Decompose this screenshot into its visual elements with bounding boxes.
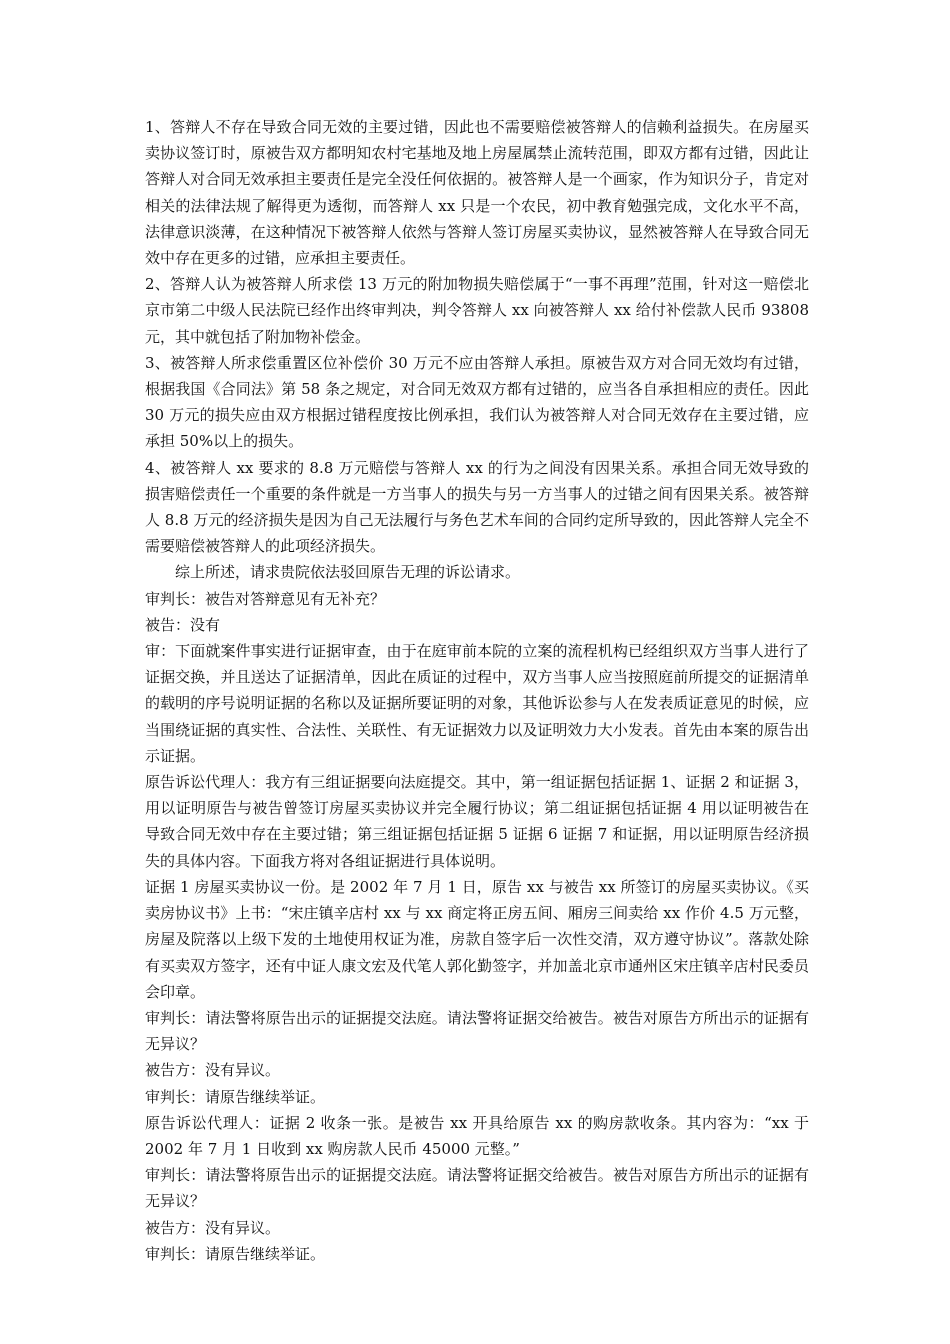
paragraph-defense-point-1: 1、答辩人不存在导致合同无效的主要过错，因此也不需要赔偿被答辩人的信赖利益损失。在房屋买卖协议签订时，原被告双方都明知农村宅基地及地上房屋属禁止流转范围，即双方都有过错，因此让答辩人对合同无效承担主要责任是完全没任何依据的。被答辩人是一个画家，作为知识分子，肯定对相关的法律法规了解得更为透彻，而答辩人 xx 只是一个农民，初中教育勉强完成，文化水平不高，法律意识淡薄，在这种情况下被答辩人依然与答辩人签订房屋买卖协议，显然被答辩人在导致合同无效中存在更多的过错，应承担主要责任。 — [145, 118, 809, 268]
paragraph-evidence-1: 证据 1 房屋买卖协议一份。是 2002 年 7 月 1 日，原告 xx 与被告 xx 所签订的房屋买卖协议。《买卖房协议书》上书：“宋庄镇辛店村 xx 与 xx 商定将正房五间、厢房三间卖给 xx 作价 4.5 万元整，房屋及院落以上级下发的土地使用权证为准，房款自签字后一次性交清，双方遵守协议”。落款处除有买卖双方签字，还有中证人康文宏及代笔人郭化勤签字，并加盖北京市通州区宋庄镇辛店村民委员会印章。 — [145, 877, 809, 1001]
paragraph-conclusion: 综上所述，请求贵院依法驳回原告无理的诉讼请求。 — [175, 563, 521, 582]
dialogue-defendant-reply: 被告：没有 — [145, 615, 221, 634]
dialogue-judge-evidence-intro: 审：下面就案件事实进行证据审查，由于在庭审前本院的立案的流程机构已经组织双方当事人进行了证据交换，并且送达了证据清单，因此在质证的过程中，双方当事人应当按照庭前所提交的证据清单的载明的序号说明证据的名称以及证据所要证明的对象，其他诉讼参与人在发表质证意见的时候，应当围绕证据的真实性、合法性、关联性、有无证据效力以及证明效力大小发表。首先由本案的原告出示证据。 — [145, 642, 809, 765]
dialogue-judge-question: 审判长：被告对答辩意见有无补充？ — [145, 589, 386, 608]
dialogue-judge-continue-1: 审判长：请原告继续举证。 — [145, 1087, 326, 1106]
dialogue-defendant-no-objection-2: 被告方：没有异议。 — [145, 1218, 281, 1237]
dialogue-defendant-no-objection-1: 被告方：没有异议。 — [145, 1061, 281, 1080]
paragraph-defense-point-4: 4、被答辩人 xx 要求的 8.8 万元赔偿与答辩人 xx 的行为之间没有因果关系。承担合同无效导致的损害赔偿责任一个重要的条件就是一方当事人的损失与另一方当事人的过错之间有因果关系。被答辩人 8.8 万元的经济损失是因为自己无法履行与务色艺术车间的合同约定所导致的，因此答辩人完全不需要赔偿被答辩人的此项经济损失。 — [145, 458, 809, 556]
paragraph-defense-point-3: 3、被答辩人所求偿重置区位补偿价 30 万元不应由答辩人承担。原被告双方对合同无效均有过错，根据我国《合同法》第 58 条之规定，对合同无效双方都有过错的，应当各自承担相应的责任。因此 30 万元的损失应由双方根据过错程度按比例承担，我们认为被答辩人对合同无效存在主要过错，应承担 50%以上的损失。 — [145, 353, 809, 451]
dialogue-plaintiff-agent-overview: 原告诉讼代理人：我方有三组证据要向法庭提交。其中，第一组证据包括证据 1、证据 2 和证据 3，用以证明原告与被告曾签订房屋买卖协议并完全履行协议；第二组证据包括证据 4 用以证明被告在导致合同无效中存在主要过错；第三组证据包括证据 5 证据 6 证据 7 和证据，用以证明原告经济损失的具体内容。下面我方将对各组证据进行具体说明。 — [145, 773, 809, 870]
dialogue-judge-submit-1: 审判长：请法警将原告出示的证据提交法庭。请法警将证据交给被告。被告对原告方所出示的证据有无异议？ — [145, 1008, 809, 1054]
dialogue-plaintiff-agent-evidence-2: 原告诉讼代理人：证据 2 收条一张。是被告 xx 开具给原告 xx 的购房款收条。其内容为：“xx 于 2002 年 7 月 1 日收到 xx 购房款人民币 45000 元整。” — [145, 1113, 809, 1158]
dialogue-judge-submit-2: 审判长：请法警将原告出示的证据提交法庭。请法警将证据交给被告。被告对原告方所出示的证据有无异议？ — [145, 1166, 809, 1211]
dialogue-judge-continue-2: 审判长：请原告继续举证。 — [145, 1244, 326, 1263]
document-body — [145, 114, 809, 1267]
paragraph-defense-point-2: 2、答辩人认为被答辩人所求偿 13 万元的附加物损失赔偿属于“一事不再理”范围，针对这一赔偿北京市第二中级人民法院已经作出终审判决，判令答辩人 xx 向被答辩人 xx 给付补偿款人民币 93808 元，其中就包括了附加物补偿金。 — [145, 275, 809, 346]
